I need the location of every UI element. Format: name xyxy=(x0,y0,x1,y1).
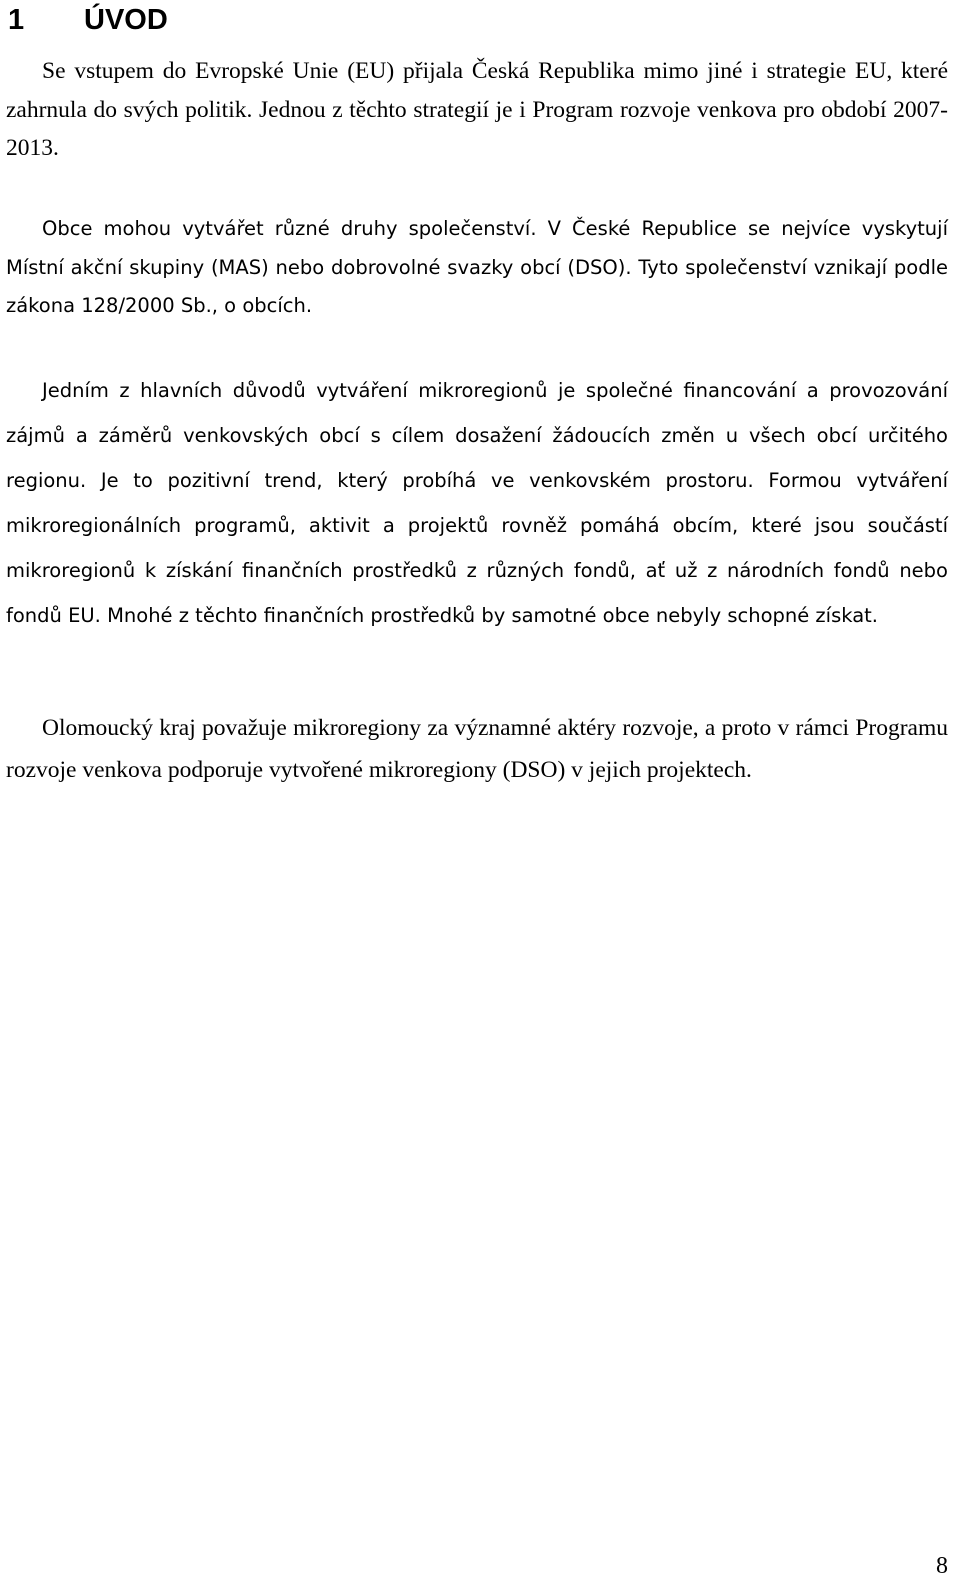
paragraph-communities xyxy=(6,210,948,326)
chapter-title: ÚVOD xyxy=(84,3,168,36)
paragraph-text: Jedním z hlavních důvodů vytváření mikroregionů je společné financování a provozování zájmů a záměrů venkovských obcí s cílem dosažení žádoucích změn u všech obcí určitého regionu. Je to pozitivní trend, který probíhá ve venkovském prostoru. Formou vytváření mikroregionálních programů, aktivit a projektů rovněž pomáhá obcím, které jsou součástí mikroregionů k získání finančních prostředků z různých fondů, ať už z národních fondů nebo fondů EU. Mnohé z těchto finančních prostředků by samotné obce nebyly schopné získat. xyxy=(6,379,948,627)
paragraph-text: Se vstupem do Evropské Unie (EU) přijala Česká Republika mimo jiné i strategie EU, které zahrnula do svých politik. Jednou z těchto strategií je i Program rozvoje venkova pro období 2007-2013. xyxy=(6,58,948,161)
paragraph-text: Obce mohou vytvářet různé druhy společenství. V České Republice se nejvíce vyskytují Místní akční skupiny (MAS) nebo dobrovolné svazky obcí (DSO). Tyto společenství vznikají podle zákona 128/2000 Sb., o obcích. xyxy=(6,217,948,317)
page-number: 8 xyxy=(936,1553,948,1579)
paragraph-olomouc-region xyxy=(6,707,948,791)
paragraph-microregions xyxy=(6,368,948,638)
chapter-number: 1 xyxy=(8,3,25,36)
chapter-heading xyxy=(8,0,168,40)
paragraph-text: Olomoucký kraj považuje mikroregiony za významné aktéry rozvoje, a proto v rámci Programu rozvoje venkova podporuje vytvořené mikroregiony (DSO) v jejich projektech. xyxy=(6,715,948,783)
paragraph-eu-strategy xyxy=(6,52,948,168)
